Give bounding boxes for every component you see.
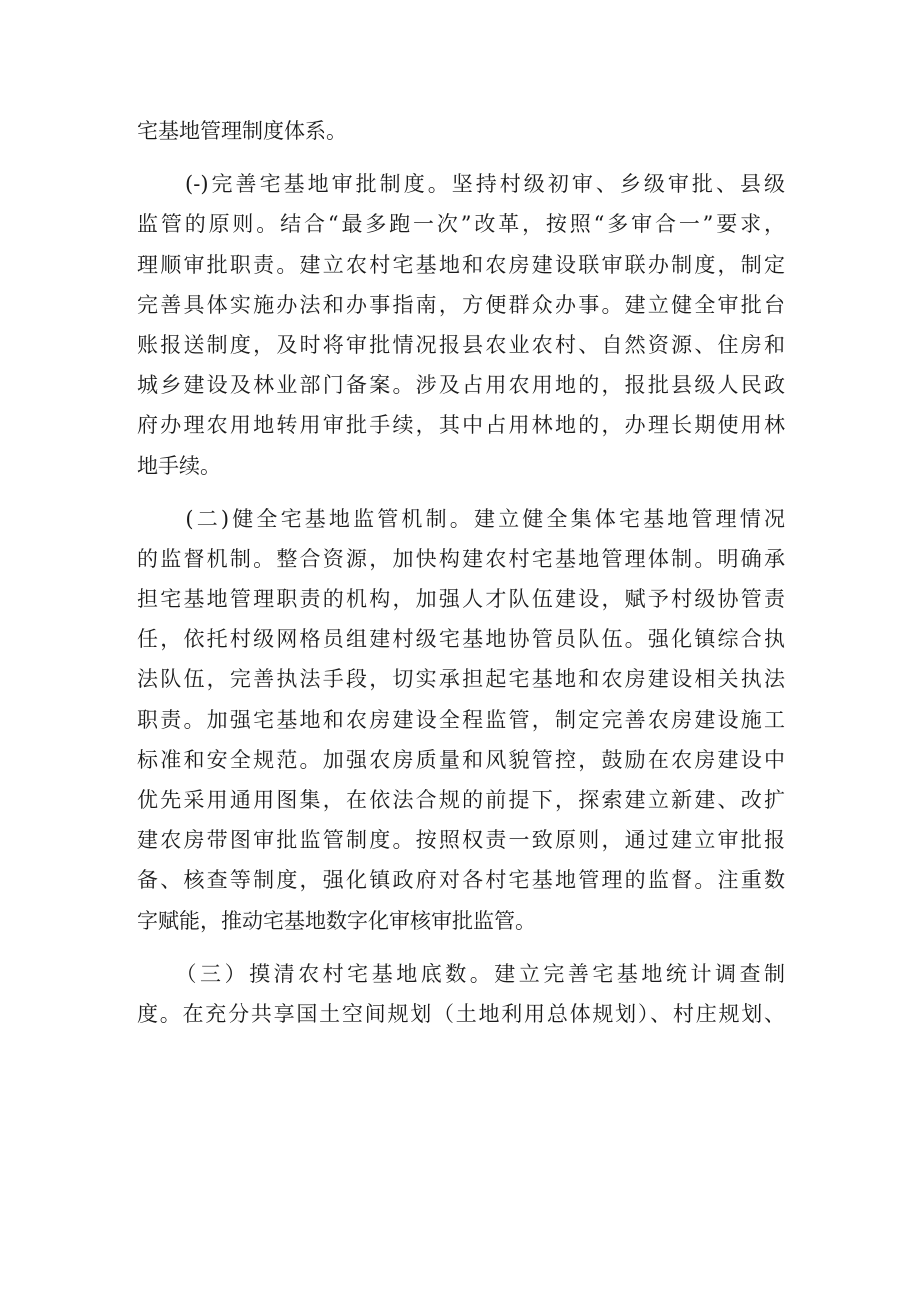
text-line: 监管的原则。结合“最多跑一次”改革，按照“多审合一”要求， — [137, 212, 785, 237]
text-line: (二)健全宅基地监管机制。建立健全集体宅基地管理情况 — [137, 506, 785, 531]
paragraph-3 — [137, 954, 785, 1034]
text-line: （三）摸清农村宅基地底数。建立完善宅基地统计调查制 — [137, 961, 785, 986]
text-line: 职责。加强宅基地和农房建设全程监管，制定完善农房建设施工 — [137, 707, 785, 732]
text-line: 完善具体实施办法和办事指南，方便群众办事。建立健全审批台 — [137, 292, 785, 317]
document-body — [137, 111, 785, 1034]
text-line: 法队伍，完善执法手段，切实承担起宅基地和农房建设相关执法 — [137, 667, 785, 692]
text-line: 字赋能，推动宅基地数字化审核审批监管。 — [137, 908, 536, 933]
text-line: 理顺审批职责。建立农村宅基地和农房建设联审联办制度，制定 — [137, 252, 785, 277]
paragraph-0 — [137, 111, 785, 151]
text-line: 的监督机制。整合资源，加快构建农村宅基地管理体制。明确承 — [137, 546, 785, 571]
paragraph-gap — [137, 486, 785, 499]
text-line: 标准和安全规范。加强农房质量和风貌管控，鼓励在农房建设中 — [137, 747, 785, 772]
paragraph-1 — [137, 164, 785, 486]
text-line: 建农房带图审批监管制度。按照权责一致原则，通过建立审批报 — [137, 828, 785, 853]
paragraph-2 — [137, 499, 785, 941]
text-line: 城乡建设及林业部门备案。涉及占用农用地的，报批县级人民政 — [137, 373, 785, 398]
text-line: 地手续。 — [137, 453, 221, 478]
text-line: 优先采用通用图集，在依法合规的前提下，探索建立新建、改扩 — [137, 788, 785, 812]
paragraph-gap — [137, 151, 785, 164]
paragraph-gap — [137, 941, 785, 954]
text-line: 度。在充分共享国土空间规划（土地利用总体规划）、村庄规划、 — [137, 1001, 785, 1026]
text-line: 备、核查等制度，强化镇政府对各村宅基地管理的监督。注重数 — [137, 868, 785, 893]
text-line: 府办理农用地转用审批手续，其中占用林地的，办理长期使用林 — [137, 413, 785, 438]
text-line: 宅基地管理制度体系。 — [137, 119, 347, 143]
text-line: 担宅基地管理职责的机构，加强人才队伍建设，赋予村级协管责 — [137, 587, 785, 612]
text-line: 任，依托村级网格员组建村级宅基地协管员队伍。强化镇综合执 — [137, 627, 785, 652]
text-line: 账报送制度，及时将审批情况报县农业农村、自然资源、住房和 — [137, 332, 785, 357]
text-line: (-)完善宅基地审批制度。坚持村级初审、乡级审批、县级 — [137, 172, 785, 197]
